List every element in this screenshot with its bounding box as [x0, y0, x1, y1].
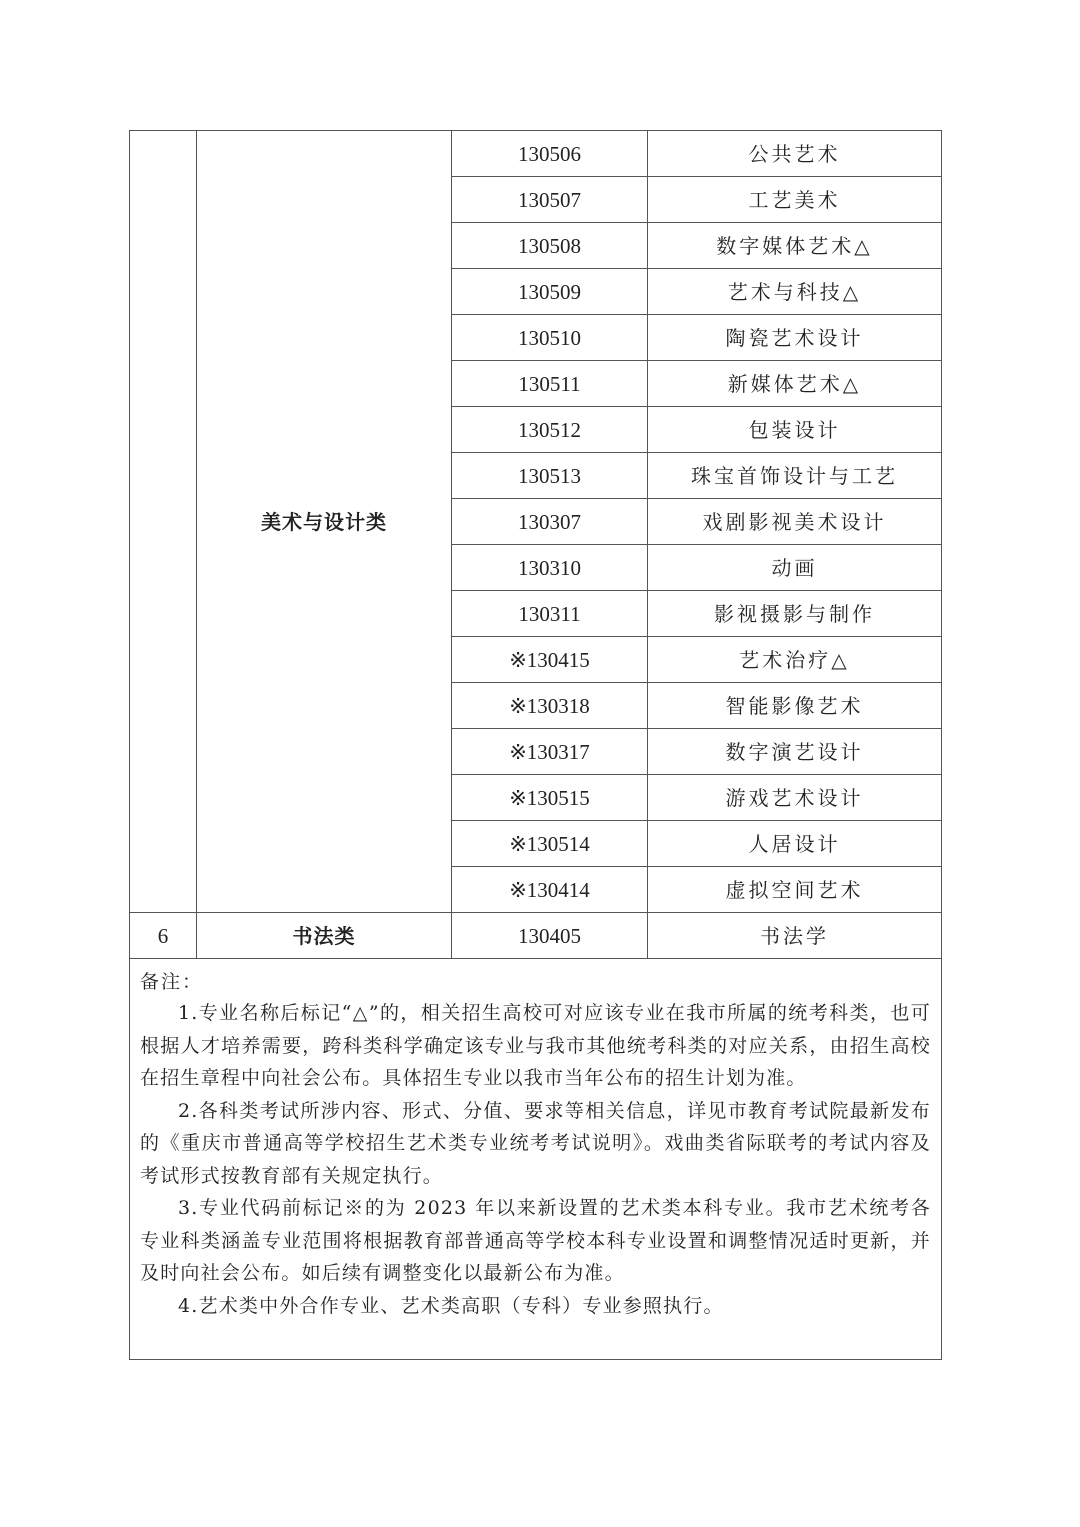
- major-code-cell: 130511: [452, 361, 648, 407]
- major-code-cell: 130307: [452, 499, 648, 545]
- major-name-cell: 新媒体艺术△: [648, 361, 942, 407]
- major-name-cell: 戏剧影视美术设计: [648, 499, 942, 545]
- major-name-cell: 艺术与科技△: [648, 269, 942, 315]
- major-code-cell: 130506: [452, 131, 648, 177]
- major-code-cell: 130509: [452, 269, 648, 315]
- major-name-cell: 动画: [648, 545, 942, 591]
- notes-row: [130, 959, 942, 1360]
- major-name-cell: 艺术治疗△: [648, 637, 942, 683]
- major-name-cell: 虚拟空间艺术: [648, 867, 942, 913]
- major-code-cell: ※130318: [452, 683, 648, 729]
- major-name-cell: 游戏艺术设计: [648, 775, 942, 821]
- major-name-cell: 影视摄影与制作: [648, 591, 942, 637]
- major-code-cell: 130310: [452, 545, 648, 591]
- major-code-cell: ※130317: [452, 729, 648, 775]
- major-name-cell: 包装设计: [648, 407, 942, 453]
- major-code-cell: 130510: [452, 315, 648, 361]
- table-row-calligraphy: [130, 913, 942, 959]
- major-name-cell: 书法学: [648, 913, 942, 959]
- major-name-cell: 智能影像艺术: [648, 683, 942, 729]
- major-code-cell: 130507: [452, 177, 648, 223]
- major-code-cell: ※130415: [452, 637, 648, 683]
- major-code-cell: ※130414: [452, 867, 648, 913]
- note-paragraph: 3.专业代码前标记※的为 2023 年以来新设置的艺术类本科专业。我市艺术统考各专业科类涵盖专业范围将根据教育部普通高等学校本科专业设置和调整情况适时更新，并及时向社会公布。如后续有调整变化以最新公布为准。: [140, 1197, 931, 1284]
- notes-cell: [130, 959, 942, 1360]
- major-name-cell: 数字演艺设计: [648, 729, 942, 775]
- table-row: [130, 131, 942, 177]
- major-table: [129, 130, 942, 1360]
- major-name-cell: 工艺美术: [648, 177, 942, 223]
- major-code-cell: 130512: [452, 407, 648, 453]
- group-number-cell: [130, 131, 197, 913]
- category-cell-calligraphy: 书法类: [197, 913, 452, 959]
- major-name-cell: 陶瓷艺术设计: [648, 315, 942, 361]
- major-code-cell: 130311: [452, 591, 648, 637]
- major-code-cell: 130513: [452, 453, 648, 499]
- major-name-cell: 公共艺术: [648, 131, 942, 177]
- notes-title: 备注：: [140, 971, 204, 993]
- note-paragraph: 4.艺术类中外合作专业、艺术类高职（专科）专业参照执行。: [178, 1294, 724, 1317]
- note-paragraph: 1.专业名称后标记“△”的，相关招生高校可对应该专业在我市所属的统考科类，也可根据人才培养需要，跨科类科学确定该专业与我市其他统考科类的对应关系，由招生高校在招生章程中向社会公布。具体招生专业以我市当年公布的招生计划为准。: [140, 1002, 931, 1089]
- major-name-cell: 珠宝首饰设计与工艺: [648, 453, 942, 499]
- major-name-cell: 数字媒体艺术△: [648, 223, 942, 269]
- major-table-body: [130, 131, 942, 1360]
- group-number-cell: 6: [130, 913, 197, 959]
- note-paragraph: 2.各科类考试所涉内容、形式、分值、要求等相关信息，详见市教育考试院最新发布的《重庆市普通高等学校招生艺术类专业统考考试说明》。戏曲类省际联考的考试内容及考试形式按教育部有关规定执行。: [140, 1099, 931, 1187]
- major-code-cell: 130405: [452, 913, 648, 959]
- category-cell-art-design: 美术与设计类: [197, 131, 452, 913]
- major-code-cell: ※130514: [452, 821, 648, 867]
- major-code-cell: ※130515: [452, 775, 648, 821]
- major-code-cell: 130508: [452, 223, 648, 269]
- major-name-cell: 人居设计: [648, 821, 942, 867]
